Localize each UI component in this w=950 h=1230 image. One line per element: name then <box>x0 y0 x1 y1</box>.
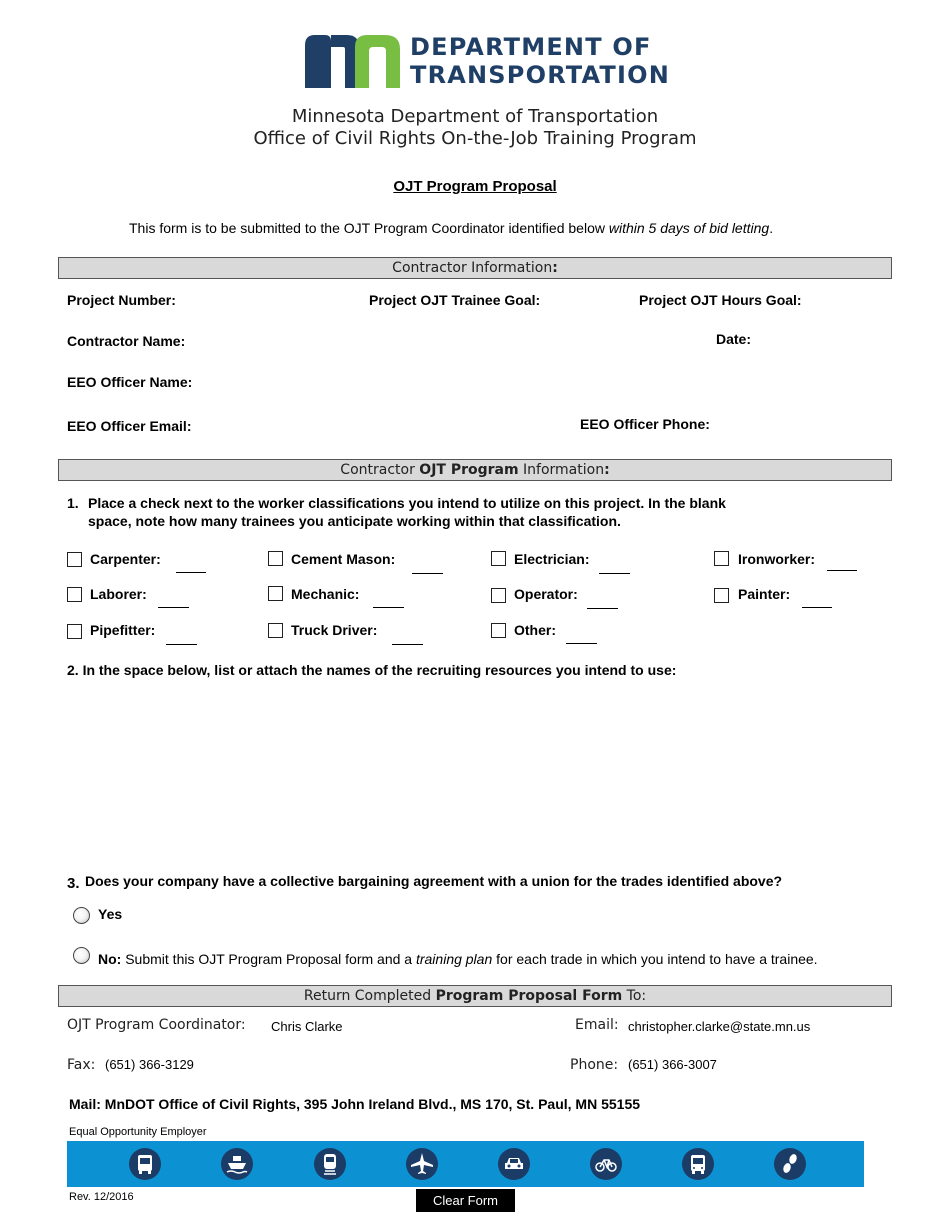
cement-mason-checkbox[interactable] <box>268 551 283 566</box>
cement-mason-label: Cement Mason: <box>291 551 396 567</box>
cement-mason-count-field[interactable] <box>412 573 443 574</box>
ironworker-label: Ironworker: <box>738 551 816 567</box>
coordinator-value: Chris Clarke <box>271 1019 343 1034</box>
project-number-label: Project Number: <box>67 292 176 308</box>
pipefitter-label: Pipefitter: <box>90 622 156 638</box>
operator-label: Operator: <box>514 586 578 602</box>
painter-label: Painter: <box>738 586 791 602</box>
email-label: Email: <box>575 1017 619 1033</box>
yes-radio[interactable] <box>73 907 90 924</box>
bus-icon <box>682 1148 714 1180</box>
mndot-logo-icon <box>305 33 400 88</box>
eeo-name-label: EEO Officer Name: <box>67 374 193 390</box>
fax-label: Fax: <box>67 1057 96 1073</box>
intro-text: This form is to be submitted to the OJT Program Coordinator identified below within 5 days of bid letting. <box>129 220 774 236</box>
phone-label: Phone: <box>570 1057 619 1073</box>
question-2: 2. In the space below, list or attach the names of the recruiting resources you intend to use: <box>67 662 677 678</box>
operator-count-field[interactable] <box>587 608 618 609</box>
other-count-field[interactable] <box>566 643 597 644</box>
logo-line-1: DEPARTMENT OF <box>410 33 652 61</box>
carpenter-label: Carpenter: <box>90 551 161 567</box>
mechanic-count-field[interactable] <box>373 607 404 608</box>
carpenter-count-field[interactable] <box>176 572 206 573</box>
trainee-goal-label: Project OJT Trainee Goal: <box>369 292 541 308</box>
truck-driver-count-field[interactable] <box>392 644 423 645</box>
train-icon <box>314 1148 346 1180</box>
electrician-count-field[interactable] <box>599 573 630 574</box>
contractor-name-label: Contractor Name: <box>67 333 186 349</box>
fax-value: (651) 366-3129 <box>105 1057 194 1072</box>
airplane-icon <box>406 1148 438 1180</box>
email-value: christopher.clarke@state.mn.us <box>628 1019 811 1034</box>
ship-icon <box>221 1148 253 1180</box>
question-1-line-1: Place a check next to the worker classifications you intend to utilize on this project. In the blank <box>88 495 726 511</box>
painter-checkbox[interactable] <box>714 588 729 603</box>
hours-goal-label: Project OJT Hours Goal: <box>639 292 802 308</box>
clear-form-button[interactable]: Clear Form <box>416 1189 515 1212</box>
phone-value: (651) 366-3007 <box>628 1057 717 1072</box>
ironworker-count-field[interactable] <box>827 570 857 571</box>
pipefitter-count-field[interactable] <box>166 644 197 645</box>
question-3: Does your company have a collective bargaining agreement with a union for the trades identified above? <box>85 873 783 889</box>
revision-date: Rev. 12/2016 <box>69 1191 134 1203</box>
recruiting-resources-field[interactable] <box>67 685 892 865</box>
carpenter-checkbox[interactable] <box>67 552 82 567</box>
office-name: Office of Civil Rights On-the-Job Training Program <box>253 128 697 149</box>
footprints-icon <box>774 1148 806 1180</box>
yes-label: Yes <box>98 906 123 922</box>
painter-count-field[interactable] <box>802 607 832 608</box>
car-icon <box>498 1148 530 1180</box>
truck-icon <box>129 1148 161 1180</box>
question-3-number: 3. <box>67 875 80 892</box>
truck-driver-checkbox[interactable] <box>268 623 283 638</box>
program-info-heading: Contractor OJT Program Information: <box>58 459 892 481</box>
laborer-label: Laborer: <box>90 586 147 602</box>
electrician-checkbox[interactable] <box>491 551 506 566</box>
truck-driver-label: Truck Driver: <box>291 622 378 638</box>
equal-opportunity-text: Equal Opportunity Employer <box>69 1126 207 1138</box>
question-1-line-2: space, note how many trainees you anticipate working within that classification. <box>88 513 621 529</box>
pipefitter-checkbox[interactable] <box>67 624 82 639</box>
logo-line-2: TRANSPORTATION <box>410 61 670 89</box>
org-name: Minnesota Department of Transportation <box>291 106 659 127</box>
transport-modes-bar <box>67 1141 864 1187</box>
no-option-text: No: Submit this OJT Program Proposal form and a training plan for each trade in which you intend to have a trainee. <box>98 951 818 967</box>
bicycle-icon <box>590 1148 622 1180</box>
page-title: OJT Program Proposal <box>393 178 557 195</box>
electrician-label: Electrician: <box>514 551 590 567</box>
return-heading: Return Completed Program Proposal Form To: <box>58 985 892 1007</box>
mechanic-checkbox[interactable] <box>268 586 283 601</box>
eeo-email-label: EEO Officer Email: <box>67 418 192 434</box>
coordinator-label: OJT Program Coordinator: <box>67 1017 246 1033</box>
mail-address: Mail: MnDOT Office of Civil Rights, 395 John Ireland Blvd., MS 170, St. Paul, MN 55155 <box>69 1096 641 1112</box>
laborer-count-field[interactable] <box>158 607 189 608</box>
ironworker-checkbox[interactable] <box>714 551 729 566</box>
logo-wordmark <box>410 33 670 89</box>
other-checkbox[interactable] <box>491 623 506 638</box>
no-radio[interactable] <box>73 947 90 964</box>
operator-checkbox[interactable] <box>491 588 506 603</box>
date-label: Date: <box>716 331 752 347</box>
eeo-phone-label: EEO Officer Phone: <box>580 416 710 432</box>
mechanic-label: Mechanic: <box>291 586 360 602</box>
contractor-info-heading: Contractor Information: <box>58 257 892 279</box>
other-label: Other: <box>514 622 556 638</box>
question-1-number: 1. <box>67 495 79 511</box>
laborer-checkbox[interactable] <box>67 587 82 602</box>
